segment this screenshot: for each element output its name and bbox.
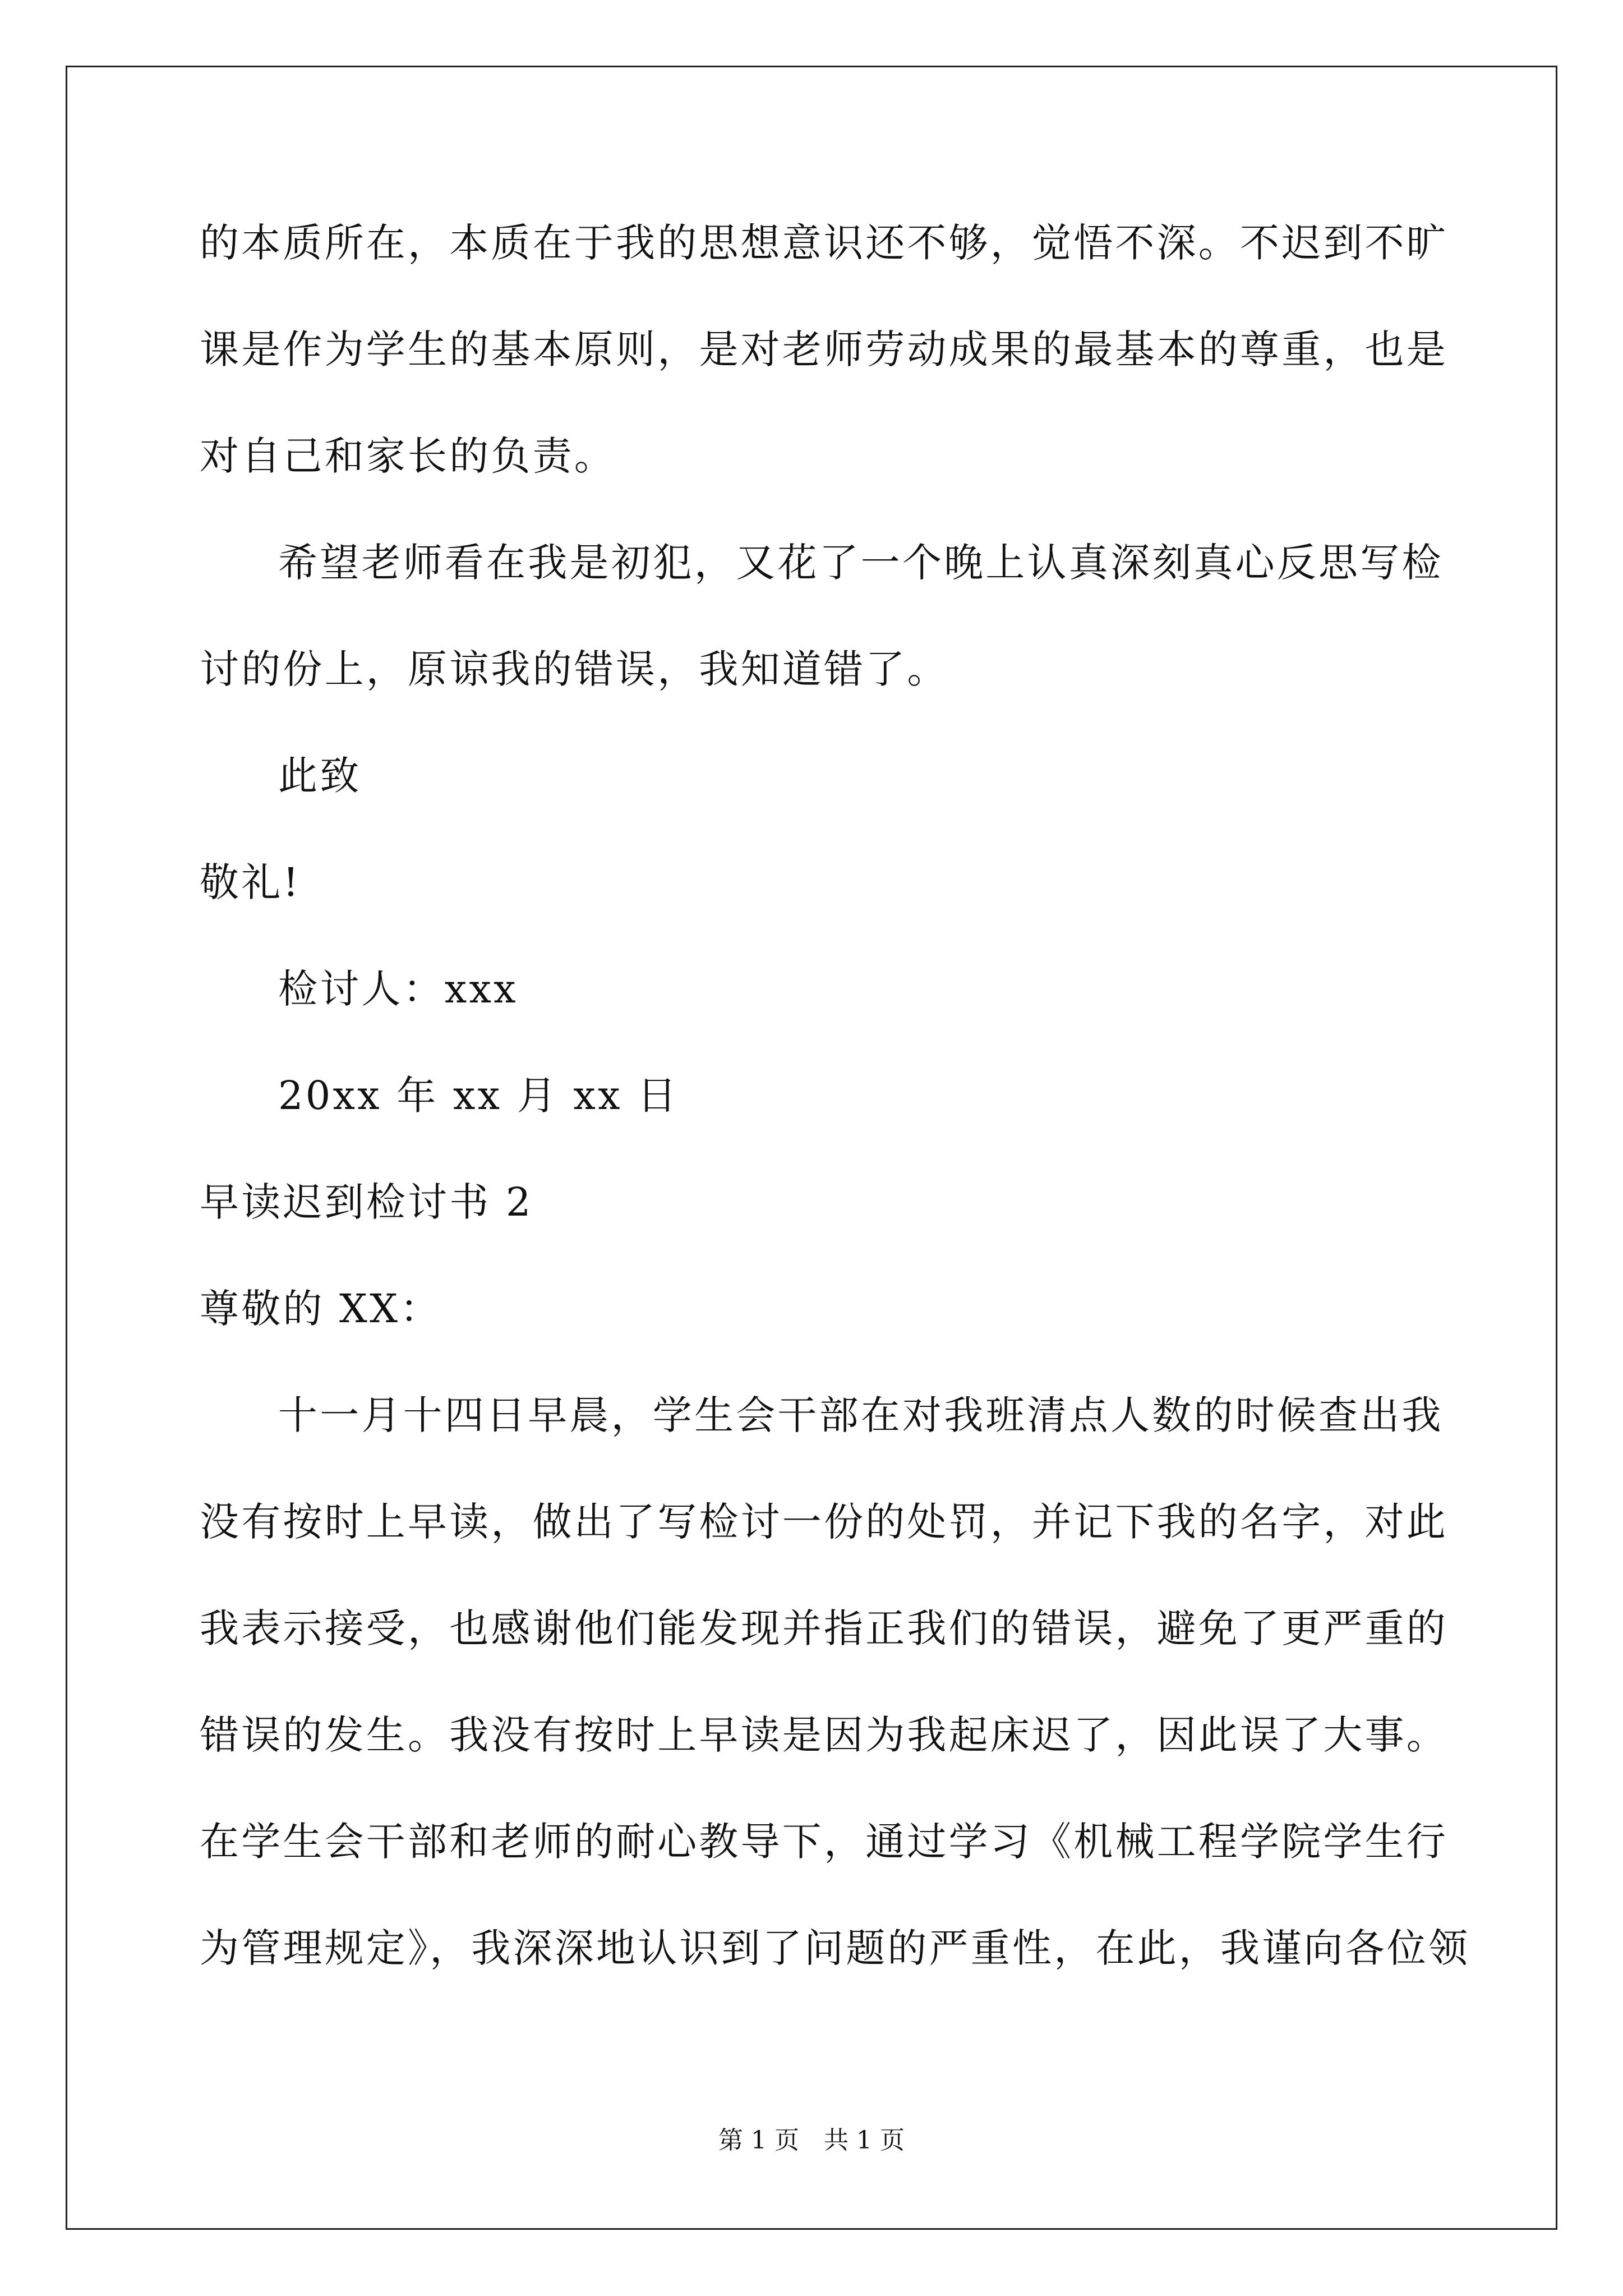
body-line-17: 为管理规定》，我深深地认识到了问题的严重性，在此，我谨向各位领 [200, 1925, 1470, 1971]
body-line-4: 希望老师看在我是初犯，又花了一个晚上认真深刻真心反思写检 [278, 540, 1444, 586]
body-line-12: 十一月十四日早晨，学生会干部在对我班清点人数的时候查出我 [278, 1392, 1444, 1438]
body-line-15: 错误的发生。我没有按时上早读是因为我起床迟了，因此误了大事。 [200, 1712, 1448, 1758]
body-line-1: 的本质所在，本质在于我的思想意识还不够，觉悟不深。不迟到不旷 [200, 220, 1448, 266]
body-line-3: 对自己和家长的负责。 [200, 433, 616, 479]
body-line-13: 没有按时上早读，做出了写检讨一份的处罚，并记下我的名字，对此 [200, 1499, 1448, 1545]
page-footer: 第 1 页 共 1 页 [718, 2126, 905, 2155]
greeting: 尊敬的 XX： [200, 1286, 442, 1332]
signature-date: 20xx 年 xx 月 xx 日 [278, 1073, 679, 1119]
salutation-closing: 此致 [278, 753, 362, 799]
body-line-5: 讨的份上，原谅我的错误，我知道错了。 [200, 646, 949, 692]
page-border [66, 66, 1557, 2230]
body-line-16: 在学生会干部和老师的耐心教导下，通过学习《机械工程学院学生行 [200, 1819, 1448, 1865]
signature-name: 检讨人：xxx [278, 966, 518, 1012]
body-line-2: 课是作为学生的基本原则，是对老师劳动成果的最基本的尊重，也是 [200, 326, 1448, 372]
respect-closing: 敬礼! [200, 859, 301, 905]
body-line-14: 我表示接受，也感谢他们能发现并指正我们的错误，避免了更严重的 [200, 1605, 1448, 1651]
section-title: 早读迟到检讨书 2 [200, 1179, 533, 1225]
